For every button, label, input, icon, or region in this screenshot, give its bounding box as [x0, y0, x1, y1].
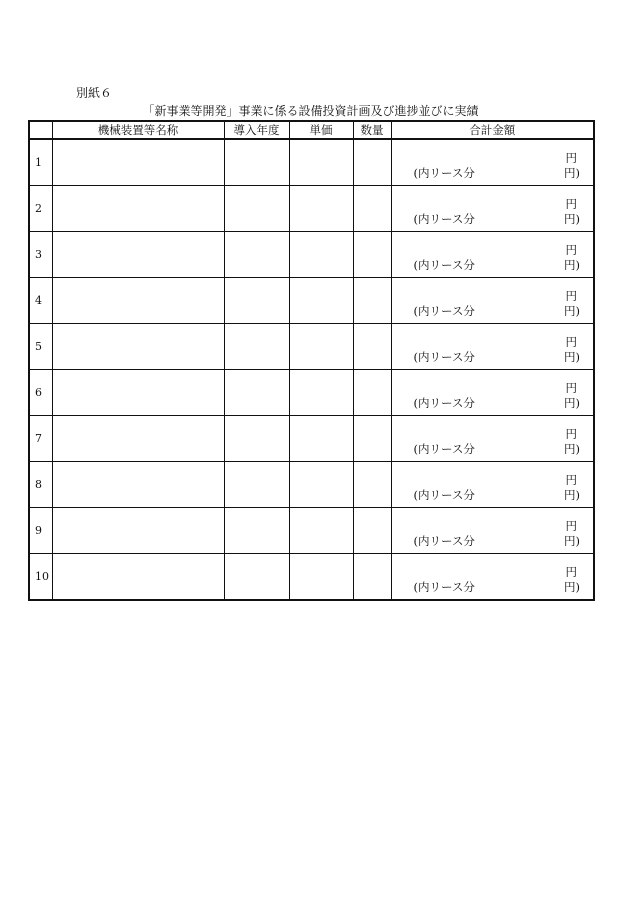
- table-row: [29, 554, 594, 601]
- amount-unit: 円: [565, 519, 577, 533]
- lease-unit: 円): [564, 166, 580, 180]
- attachment-label: 別紙６: [76, 86, 113, 100]
- quantity-cell[interactable]: [353, 508, 391, 554]
- equipment-name-cell[interactable]: [52, 370, 224, 416]
- row-number: 3: [29, 232, 52, 278]
- total-amount-cell[interactable]: [391, 416, 594, 462]
- table-row: [29, 508, 594, 554]
- unit-price-cell[interactable]: [289, 508, 353, 554]
- row-number: 1: [29, 139, 52, 186]
- quantity-cell[interactable]: [353, 324, 391, 370]
- introduction-year-cell[interactable]: [224, 278, 289, 324]
- lease-unit: 円): [564, 442, 580, 456]
- equipment-name-cell[interactable]: [52, 139, 224, 186]
- introduction-year-cell[interactable]: [224, 462, 289, 508]
- row-number: 5: [29, 324, 52, 370]
- introduction-year-cell[interactable]: [224, 508, 289, 554]
- unit-price-cell[interactable]: [289, 232, 353, 278]
- total-amount-cell[interactable]: [391, 324, 594, 370]
- equipment-name-cell[interactable]: [52, 554, 224, 601]
- table-header-row: [29, 121, 594, 139]
- row-number: 7: [29, 416, 52, 462]
- equipment-name-cell[interactable]: [52, 324, 224, 370]
- table-row: [29, 324, 594, 370]
- lease-portion-label: (内リース分: [413, 442, 475, 456]
- header-quantity: 数量: [353, 121, 391, 139]
- introduction-year-cell[interactable]: [224, 139, 289, 186]
- amount-unit: 円: [565, 381, 577, 395]
- row-number: 4: [29, 278, 52, 324]
- lease-unit: 円): [564, 396, 580, 410]
- introduction-year-cell[interactable]: [224, 416, 289, 462]
- total-amount-cell[interactable]: [391, 232, 594, 278]
- table-row: [29, 186, 594, 232]
- lease-unit: 円): [564, 350, 580, 364]
- lease-portion-label: (内リース分: [413, 488, 475, 502]
- amount-unit: 円: [565, 565, 577, 579]
- header-unit-price: 単価: [289, 121, 353, 139]
- amount-unit: 円: [565, 151, 577, 165]
- table-row: [29, 416, 594, 462]
- quantity-cell[interactable]: [353, 462, 391, 508]
- introduction-year-cell[interactable]: [224, 232, 289, 278]
- table-row: [29, 139, 594, 186]
- total-amount-cell[interactable]: [391, 139, 594, 186]
- equipment-name-cell[interactable]: [52, 462, 224, 508]
- lease-portion-label: (内リース分: [413, 580, 475, 594]
- total-amount-cell[interactable]: [391, 186, 594, 232]
- quantity-cell[interactable]: [353, 186, 391, 232]
- lease-portion-label: (内リース分: [413, 534, 475, 548]
- row-number: 6: [29, 370, 52, 416]
- lease-unit: 円): [564, 304, 580, 318]
- lease-portion-label: (内リース分: [413, 258, 475, 272]
- lease-unit: 円): [564, 534, 580, 548]
- table-row: [29, 232, 594, 278]
- lease-portion-label: (内リース分: [413, 350, 475, 364]
- header-number: [29, 121, 52, 139]
- row-number: 2: [29, 186, 52, 232]
- equipment-name-cell[interactable]: [52, 186, 224, 232]
- lease-portion-label: (内リース分: [413, 166, 475, 180]
- unit-price-cell[interactable]: [289, 324, 353, 370]
- unit-price-cell[interactable]: [289, 139, 353, 186]
- unit-price-cell[interactable]: [289, 462, 353, 508]
- lease-portion-label: (内リース分: [413, 396, 475, 410]
- unit-price-cell[interactable]: [289, 416, 353, 462]
- document-title: 「新事業等開発」事業に係る設備投資計画及び進捗並びに実績: [142, 104, 479, 118]
- equipment-name-cell[interactable]: [52, 232, 224, 278]
- unit-price-cell[interactable]: [289, 278, 353, 324]
- amount-unit: 円: [565, 473, 577, 487]
- lease-unit: 円): [564, 580, 580, 594]
- lease-unit: 円): [564, 488, 580, 502]
- unit-price-cell[interactable]: [289, 370, 353, 416]
- quantity-cell[interactable]: [353, 232, 391, 278]
- amount-unit: 円: [565, 243, 577, 257]
- lease-unit: 円): [564, 212, 580, 226]
- quantity-cell[interactable]: [353, 416, 391, 462]
- quantity-cell[interactable]: [353, 139, 391, 186]
- amount-unit: 円: [565, 427, 577, 441]
- equipment-name-cell[interactable]: [52, 278, 224, 324]
- row-number: 8: [29, 462, 52, 508]
- introduction-year-cell[interactable]: [224, 324, 289, 370]
- total-amount-cell[interactable]: [391, 370, 594, 416]
- quantity-cell[interactable]: [353, 370, 391, 416]
- table-row: [29, 370, 594, 416]
- total-amount-cell[interactable]: [391, 278, 594, 324]
- lease-portion-label: (内リース分: [413, 212, 475, 226]
- equipment-name-cell[interactable]: [52, 508, 224, 554]
- quantity-cell[interactable]: [353, 554, 391, 601]
- unit-price-cell[interactable]: [289, 554, 353, 601]
- table-row: [29, 462, 594, 508]
- amount-unit: 円: [565, 335, 577, 349]
- lease-unit: 円): [564, 258, 580, 272]
- amount-unit: 円: [565, 197, 577, 211]
- equipment-investment-table: [28, 120, 595, 601]
- total-amount-cell[interactable]: [391, 462, 594, 508]
- total-amount-cell[interactable]: [391, 508, 594, 554]
- amount-unit: 円: [565, 289, 577, 303]
- header-introduction-year: 導入年度: [224, 121, 289, 139]
- introduction-year-cell[interactable]: [224, 186, 289, 232]
- row-number: 10: [29, 554, 52, 601]
- header-equipment-name: 機械装置等名称: [52, 121, 224, 139]
- row-number: 9: [29, 508, 52, 554]
- total-amount-cell[interactable]: [391, 554, 594, 601]
- introduction-year-cell[interactable]: [224, 370, 289, 416]
- lease-portion-label: (内リース分: [413, 304, 475, 318]
- unit-price-cell[interactable]: [289, 186, 353, 232]
- quantity-cell[interactable]: [353, 278, 391, 324]
- table-row: [29, 278, 594, 324]
- header-total-amount: 合計金額: [391, 121, 594, 139]
- introduction-year-cell[interactable]: [224, 554, 289, 601]
- equipment-name-cell[interactable]: [52, 416, 224, 462]
